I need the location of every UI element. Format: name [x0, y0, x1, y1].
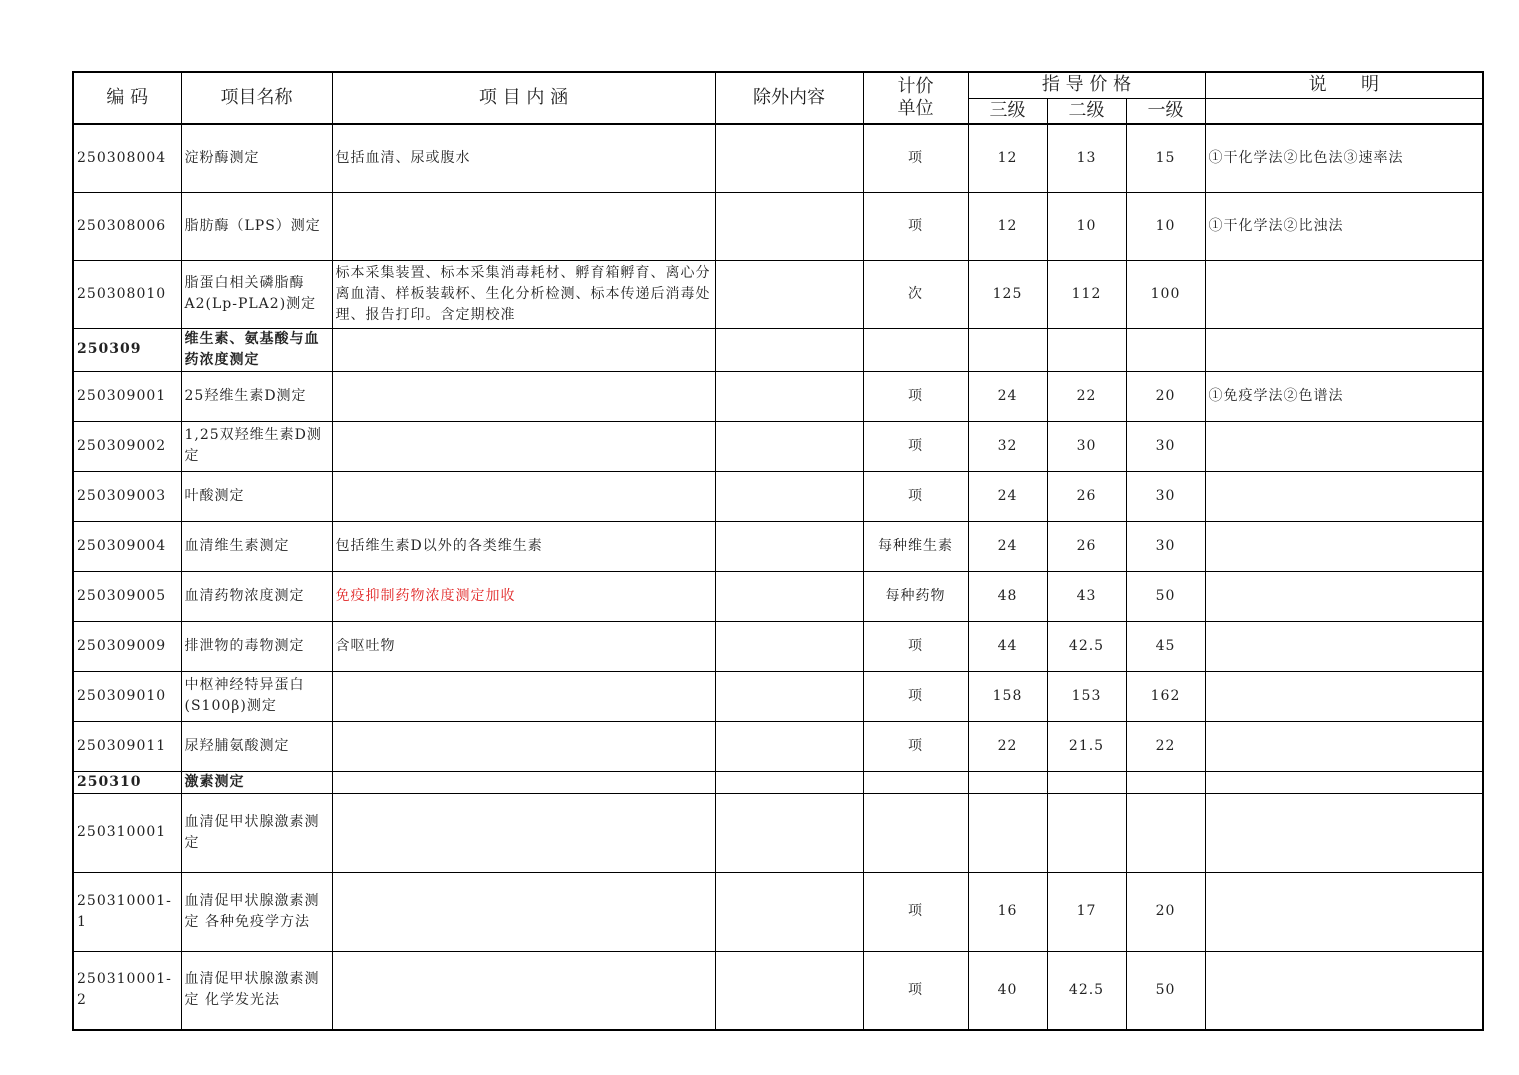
cell-exclusions	[715, 521, 863, 571]
cell-price-level1: 30	[1126, 521, 1205, 571]
cell-name: 中枢神经特异蛋白(S100β)测定	[181, 671, 332, 721]
cell-name: 淀粉酶测定	[181, 124, 332, 192]
cell-name: 25羟维生素D测定	[181, 371, 332, 421]
cell-name: 血清药物浓度测定	[181, 571, 332, 621]
cell-name: 排泄物的毒物测定	[181, 621, 332, 671]
cell-unit: 每种药物	[863, 571, 968, 621]
cell-notes	[1205, 421, 1483, 471]
cell-notes	[1205, 571, 1483, 621]
cell-name: 血清维生素测定	[181, 521, 332, 571]
cell-price-level1: 20	[1126, 872, 1205, 951]
cell-unit: 项	[863, 421, 968, 471]
cell-price-level3: 48	[968, 571, 1047, 621]
cell-price-level2: 10	[1047, 192, 1126, 260]
header-level3: 三级	[968, 98, 1047, 124]
cell-exclusions	[715, 371, 863, 421]
cell-code: 250309005	[73, 571, 181, 621]
cell-price-level1: 30	[1126, 471, 1205, 521]
cell-content	[332, 872, 715, 951]
table-row	[73, 421, 1483, 471]
cell-price-level2	[1047, 793, 1126, 872]
cell-price-level2: 22	[1047, 371, 1126, 421]
cell-notes	[1205, 671, 1483, 721]
cell-price-level3: 24	[968, 521, 1047, 571]
cell-price-level1	[1126, 328, 1205, 371]
cell-notes	[1205, 872, 1483, 951]
cell-content: 包括血清、尿或腹水	[332, 124, 715, 192]
cell-exclusions	[715, 671, 863, 721]
cell-price-level3: 44	[968, 621, 1047, 671]
cell-content	[332, 192, 715, 260]
table-row	[73, 371, 1483, 421]
cell-price-level3: 24	[968, 371, 1047, 421]
cell-notes: ①干化学法②比浊法	[1205, 192, 1483, 260]
cell-notes	[1205, 328, 1483, 371]
cell-code: 250308006	[73, 192, 181, 260]
table-row	[73, 721, 1483, 771]
cell-notes	[1205, 793, 1483, 872]
table-row	[73, 951, 1483, 1030]
cell-unit	[863, 793, 968, 872]
cell-exclusions	[715, 124, 863, 192]
cell-code: 250310001	[73, 793, 181, 872]
cell-price-level2: 13	[1047, 124, 1126, 192]
cell-unit: 项	[863, 621, 968, 671]
cell-code: 250309002	[73, 421, 181, 471]
cell-name: 脂蛋白相关磷脂酶A2(Lp-PLA2)测定	[181, 260, 332, 328]
header-content: 项 目 内 涵	[332, 72, 715, 124]
cell-name: 血清促甲状腺激素测定	[181, 793, 332, 872]
cell-code: 250308010	[73, 260, 181, 328]
cell-unit: 项	[863, 721, 968, 771]
cell-price-level3	[968, 771, 1047, 793]
cell-exclusions	[715, 621, 863, 671]
cell-price-level3: 12	[968, 124, 1047, 192]
cell-price-level3	[968, 328, 1047, 371]
cell-name: 维生素、氨基酸与血药浓度测定	[181, 328, 332, 371]
cell-name: 尿羟脯氨酸测定	[181, 721, 332, 771]
cell-price-level1	[1126, 793, 1205, 872]
cell-price-level1: 50	[1126, 571, 1205, 621]
cell-notes	[1205, 471, 1483, 521]
cell-unit: 项	[863, 471, 968, 521]
cell-exclusions	[715, 328, 863, 371]
table-row	[73, 793, 1483, 872]
cell-notes: ①免疫学法②色谱法	[1205, 371, 1483, 421]
cell-code: 250309003	[73, 471, 181, 521]
header-level2: 二级	[1047, 98, 1126, 124]
cell-unit: 次	[863, 260, 968, 328]
cell-price-level1: 20	[1126, 371, 1205, 421]
table-row	[73, 571, 1483, 621]
cell-price-level1: 50	[1126, 951, 1205, 1030]
cell-code: 250309004	[73, 521, 181, 571]
header-price-group: 指 导 价 格	[968, 72, 1205, 98]
cell-exclusions	[715, 951, 863, 1030]
cell-exclusions	[715, 721, 863, 771]
table-row	[73, 671, 1483, 721]
cell-content: 标本采集装置、标本采集消毒耗材、孵育箱孵育、离心分离血清、样板装载杯、生化分析检测、标本传递后消毒处理、报告打印。含定期校准	[332, 260, 715, 328]
cell-price-level2: 42.5	[1047, 621, 1126, 671]
cell-content: 免疫抑制药物浓度测定加收	[332, 571, 715, 621]
cell-price-level2: 21.5	[1047, 721, 1126, 771]
cell-price-level1: 15	[1126, 124, 1205, 192]
cell-content	[332, 793, 715, 872]
cell-content	[332, 371, 715, 421]
cell-code: 250308004	[73, 124, 181, 192]
cell-price-level2: 112	[1047, 260, 1126, 328]
cell-code: 250310001-2	[73, 951, 181, 1030]
cell-content	[332, 671, 715, 721]
header-name: 项目名称	[181, 72, 332, 124]
cell-exclusions	[715, 421, 863, 471]
cell-price-level2	[1047, 771, 1126, 793]
cell-unit: 项	[863, 951, 968, 1030]
cell-notes	[1205, 721, 1483, 771]
cell-price-level2: 153	[1047, 671, 1126, 721]
cell-code: 250309010	[73, 671, 181, 721]
cell-price-level2: 30	[1047, 421, 1126, 471]
cell-price-level2: 17	[1047, 872, 1126, 951]
cell-price-level3: 158	[968, 671, 1047, 721]
cell-price-level1	[1126, 771, 1205, 793]
cell-notes: ①干化学法②比色法③速率法	[1205, 124, 1483, 192]
header-code: 编 码	[73, 72, 181, 124]
cell-unit: 项	[863, 192, 968, 260]
cell-name: 激素测定	[181, 771, 332, 793]
table-row	[73, 124, 1483, 192]
cell-notes	[1205, 260, 1483, 328]
cell-price-level3	[968, 793, 1047, 872]
cell-price-level3: 16	[968, 872, 1047, 951]
header-unit: 计价 单位	[863, 72, 968, 124]
header-level1: 一级	[1126, 98, 1205, 124]
cell-code: 250309	[73, 328, 181, 371]
cell-name: 脂肪酶（LPS）测定	[181, 192, 332, 260]
cell-notes	[1205, 621, 1483, 671]
cell-unit: 每种维生素	[863, 521, 968, 571]
cell-exclusions	[715, 471, 863, 521]
cell-content	[332, 951, 715, 1030]
cell-name: 叶酸测定	[181, 471, 332, 521]
header-notes-blank	[1205, 98, 1483, 124]
cell-exclusions	[715, 771, 863, 793]
cell-content	[332, 421, 715, 471]
cell-unit: 项	[863, 371, 968, 421]
header-notes: 说 明	[1205, 72, 1483, 98]
cell-code: 250309011	[73, 721, 181, 771]
cell-price-level3: 125	[968, 260, 1047, 328]
cell-unit: 项	[863, 671, 968, 721]
cell-price-level3: 12	[968, 192, 1047, 260]
cell-price-level1: 100	[1126, 260, 1205, 328]
cell-price-level2: 26	[1047, 521, 1126, 571]
cell-notes	[1205, 771, 1483, 793]
cell-name: 血清促甲状腺激素测定 各种免疫学方法	[181, 872, 332, 951]
cell-exclusions	[715, 571, 863, 621]
cell-unit	[863, 771, 968, 793]
cell-price-level1: 10	[1126, 192, 1205, 260]
cell-code: 250310	[73, 771, 181, 793]
cell-code: 250309001	[73, 371, 181, 421]
cell-content	[332, 771, 715, 793]
cell-price-level2: 42.5	[1047, 951, 1126, 1030]
cell-price-level2: 26	[1047, 471, 1126, 521]
table-row	[73, 872, 1483, 951]
cell-content: 包括维生素D以外的各类维生素	[332, 521, 715, 571]
cell-name: 1,25双羟维生素D测定	[181, 421, 332, 471]
cell-price-level1: 30	[1126, 421, 1205, 471]
table-row	[73, 621, 1483, 671]
table-row	[73, 521, 1483, 571]
cell-exclusions	[715, 192, 863, 260]
table-row	[73, 260, 1483, 328]
cell-name: 血清促甲状腺激素测定 化学发光法	[181, 951, 332, 1030]
cell-code: 250309009	[73, 621, 181, 671]
cell-price-level1: 162	[1126, 671, 1205, 721]
cell-code: 250310001-1	[73, 872, 181, 951]
cell-price-level2	[1047, 328, 1126, 371]
cell-exclusions	[715, 872, 863, 951]
cell-unit: 项	[863, 872, 968, 951]
cell-notes	[1205, 951, 1483, 1030]
header-exclusions: 除外内容	[715, 72, 863, 124]
cell-price-level1: 45	[1126, 621, 1205, 671]
cell-price-level1: 22	[1126, 721, 1205, 771]
cell-price-level2: 43	[1047, 571, 1126, 621]
cell-unit: 项	[863, 124, 968, 192]
cell-price-level3: 22	[968, 721, 1047, 771]
table-row	[73, 328, 1483, 371]
cell-notes	[1205, 521, 1483, 571]
cell-exclusions	[715, 260, 863, 328]
cell-exclusions	[715, 793, 863, 872]
table-row	[73, 771, 1483, 793]
cell-price-level3: 40	[968, 951, 1047, 1030]
cell-price-level3: 32	[968, 421, 1047, 471]
price-table	[72, 71, 1484, 1031]
cell-content	[332, 328, 715, 371]
cell-content	[332, 721, 715, 771]
cell-content	[332, 471, 715, 521]
table-row	[73, 192, 1483, 260]
cell-content: 含呕吐物	[332, 621, 715, 671]
table-row	[73, 471, 1483, 521]
cell-unit	[863, 328, 968, 371]
cell-price-level3: 24	[968, 471, 1047, 521]
